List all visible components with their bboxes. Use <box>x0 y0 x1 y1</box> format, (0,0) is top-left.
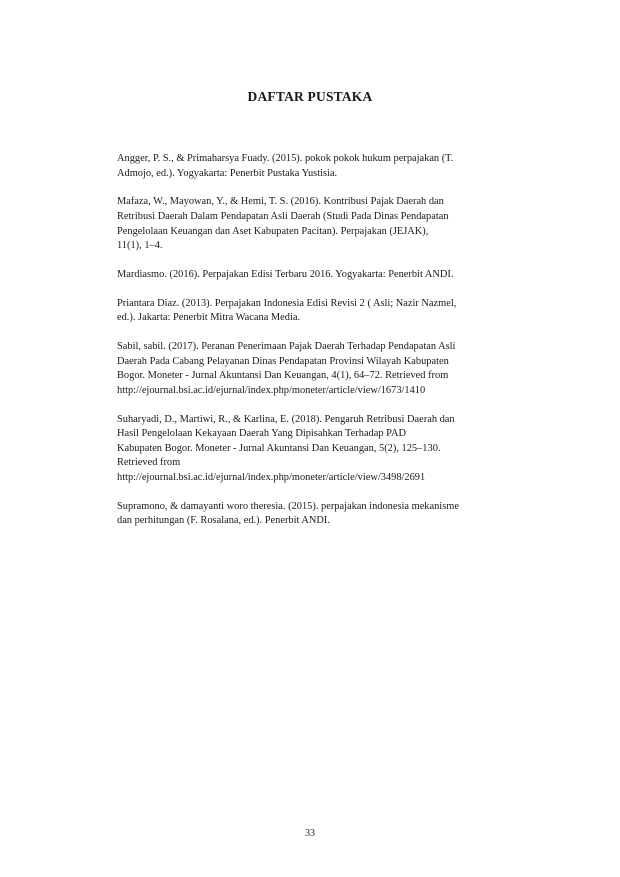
reference-line: Kabupaten Bogor. Moneter - Jurnal Akuntansi Dan Keuangan, 5(2), 125–130. <box>117 442 441 454</box>
reference-entry <box>117 413 557 486</box>
reference-line: ed.). Jakarta: Penerbit Mitra Wacana Media. <box>117 312 301 324</box>
reference-line: Mafaza, W., Mayowan, Y., & Hemi, T. S. (2016). Kontribusi Pajak Daerah dan <box>117 196 444 208</box>
reference-line: Hasil Pengelolaan Kekayaan Daerah Yang Dipisahkan Terhadap PAD <box>117 428 406 440</box>
page-number: 33 <box>305 828 315 839</box>
reference-url[interactable]: http://ejournal.bsi.ac.id/ejurnal/index.php/moneter/article/view/1673/1410 <box>117 384 426 396</box>
reference-entry <box>117 152 557 181</box>
reference-line: Sabil, sabil. (2017). Peranan Penerimaan Pajak Daerah Terhadap Pendapatan Asli <box>117 341 456 353</box>
reference-list <box>117 152 557 543</box>
reference-entry <box>117 268 557 283</box>
reference-line: Retrieved from <box>117 457 181 469</box>
reference-line: dan perhitungan (F. Rosalana, ed.). Penerbit ANDI. <box>117 515 330 527</box>
reference-line: Mardiasmo. (2016). Perpajakan Edisi Terbaru 2016. Yogyakarta: Penerbit ANDI. <box>117 268 454 280</box>
reference-entry <box>117 195 557 253</box>
reference-entry <box>117 500 557 529</box>
reference-entry <box>117 297 557 326</box>
reference-line: Pengelolaan Keuangan dan Aset Kabupaten Pacitan). Perpajakan (JEJAK), <box>117 225 429 237</box>
reference-line: Daerah Pada Cabang Pelayanan Dinas Pendapatan Provinsi Wilayah Kabupaten <box>117 355 449 367</box>
reference-line: 11(1), 1–4. <box>117 240 163 252</box>
reference-line: Supramono, & damayanti woro theresia. (2015). perpajakan indonesia mekanisme <box>117 500 459 512</box>
reference-line: Suharyadi, D., Martiwi, R., & Karlina, E. (2018). Pengaruh Retribusi Daerah dan <box>117 413 455 425</box>
reference-line: Priantara Diaz. (2013). Perpajakan Indonesia Edisi Revisi 2 ( Asli; Nazir Nazmel, <box>117 297 457 309</box>
reference-entry <box>117 340 557 398</box>
page-title: DAFTAR PUSTAKA <box>247 89 373 104</box>
reference-url[interactable]: http://ejournal.bsi.ac.id/ejurnal/index.php/moneter/article/view/3498/2691 <box>117 472 426 484</box>
reference-line: Admojo, ed.). Yogyakarta: Penerbit Pustaka Yustisia. <box>117 167 338 179</box>
reference-line: Retribusi Daerah Dalam Pendapatan Asli Daerah (Studi Pada Dinas Pendapatan <box>117 210 449 222</box>
reference-line: Bogor. Moneter - Jurnal Akuntansi Dan Keuangan, 4(1), 64–72. Retrieved from <box>117 370 449 382</box>
reference-line: Angger, P. S., & Primaharsya Fuady. (2015). pokok pokok hukum perpajakan (T. <box>117 153 454 164</box>
